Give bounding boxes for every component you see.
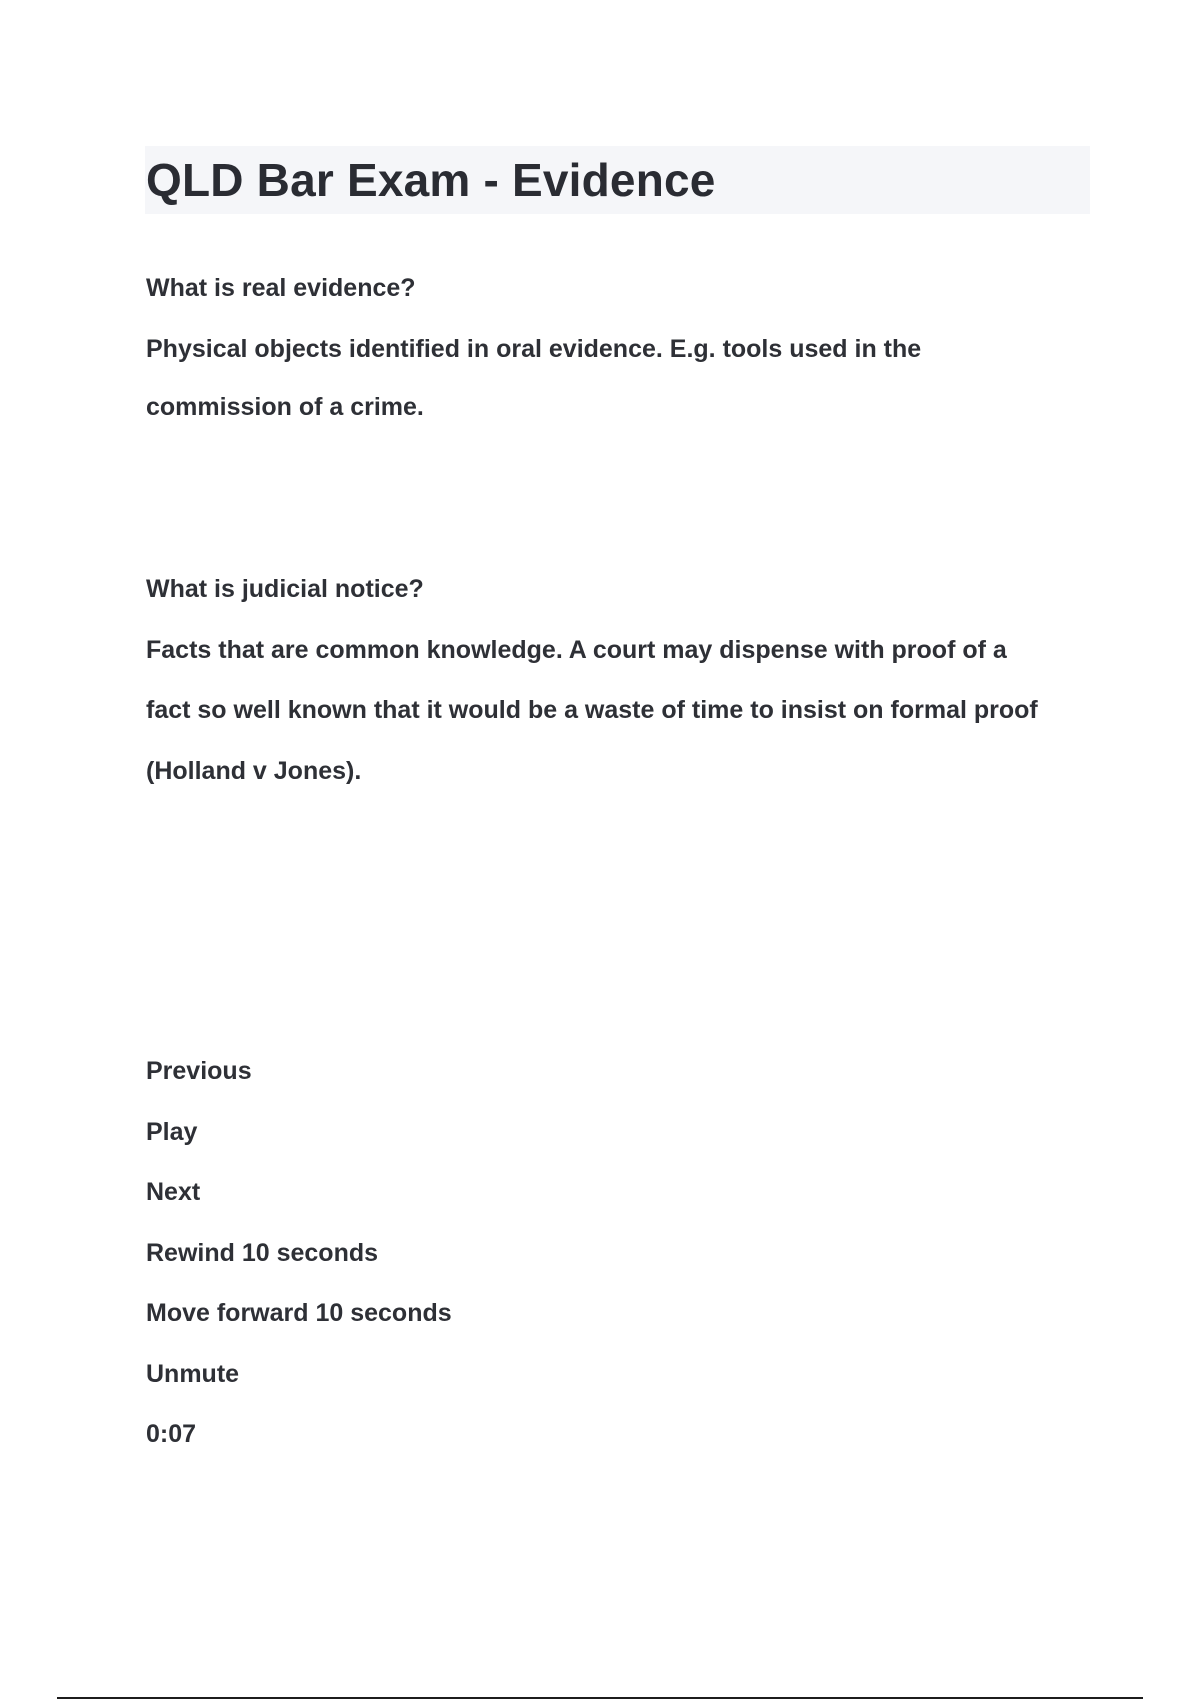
answer-line: Facts that are common knowledge. A court may dispense with proof of a — [146, 636, 1007, 664]
play-button[interactable]: Play — [146, 1118, 198, 1146]
current-time: 0:07 — [146, 1420, 197, 1448]
page-title: QLD Bar Exam - Evidence — [146, 154, 716, 206]
answer-line: fact so well known that it would be a waste of time to insist on formal proof — [146, 696, 1038, 724]
previous-button[interactable]: Previous — [146, 1057, 252, 1085]
next-button[interactable]: Next — [146, 1178, 201, 1206]
question-real-evidence: What is real evidence? — [146, 274, 416, 302]
forward-10-button[interactable]: Move forward 10 seconds — [146, 1299, 452, 1327]
unmute-button[interactable]: Unmute — [146, 1360, 240, 1388]
answer-line: commission of a crime. — [146, 393, 424, 421]
title-banner — [145, 146, 1090, 214]
answer-line: Physical objects identified in oral evidence. E.g. tools used in the — [146, 335, 922, 363]
footer-divider — [57, 1697, 1143, 1699]
answer-line: (Holland v Jones). — [146, 757, 362, 785]
question-judicial-notice: What is judicial notice? — [146, 575, 424, 603]
rewind-10-button[interactable]: Rewind 10 seconds — [146, 1239, 379, 1267]
